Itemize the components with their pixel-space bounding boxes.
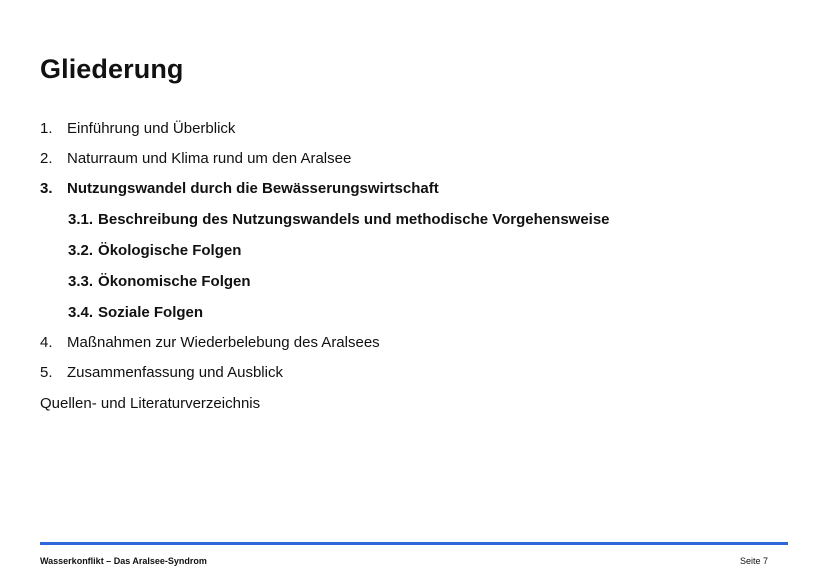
toc-item-text: Ökologische Folgen — [98, 242, 242, 259]
toc-item-text: Beschreibung des Nutzungswandels und methodische Vorgehensweise — [98, 211, 610, 228]
toc-item-3-2 — [68, 239, 241, 263]
toc-item-text: Soziale Folgen — [98, 304, 204, 321]
toc-item-5 — [40, 361, 283, 385]
slide-title: Gliederung — [40, 54, 184, 84]
toc-item-4 — [40, 331, 380, 355]
toc-item-3-3 — [68, 270, 251, 294]
toc-item-number: 5. — [40, 364, 53, 381]
toc-item-number: 3.2. — [68, 242, 94, 259]
toc-item-number: 3.3. — [68, 273, 94, 290]
toc-item-text: Einführung und Überblick — [67, 120, 236, 137]
toc-item-text: Quellen- und Literaturverzeichnis — [40, 395, 261, 412]
toc-item-number: 3.1. — [68, 211, 94, 228]
toc-item-number: 3.4. — [68, 304, 94, 321]
toc-item-sources — [40, 392, 260, 416]
footer-title: Wasserkonflikt – Das Aralsee-Syndrom — [40, 556, 207, 566]
toc-item-text: Maßnahmen zur Wiederbelebung des Aralsees — [67, 334, 380, 351]
toc-item-number: 1. — [40, 120, 53, 137]
footer-divider — [40, 542, 788, 545]
toc-item-3-1 — [68, 208, 610, 232]
page-number: Seite 7 — [739, 556, 768, 566]
toc-item-text: Nutzungswandel durch die Bewässerungswirtschaft — [67, 180, 439, 197]
toc-item-1 — [40, 117, 235, 141]
toc-item-text: Ökonomische Folgen — [98, 273, 251, 290]
toc-item-text: Naturraum und Klima rund um den Aralsee — [67, 150, 352, 167]
toc-item-number: 4. — [40, 334, 53, 351]
toc-item-number: 3. — [40, 180, 53, 197]
toc-item-3-4 — [68, 301, 203, 325]
toc-item-number: 2. — [40, 150, 53, 167]
toc-item-text: Zusammenfassung und Ausblick — [67, 364, 283, 381]
toc-item-3 — [40, 177, 439, 201]
toc-item-2 — [40, 147, 351, 171]
